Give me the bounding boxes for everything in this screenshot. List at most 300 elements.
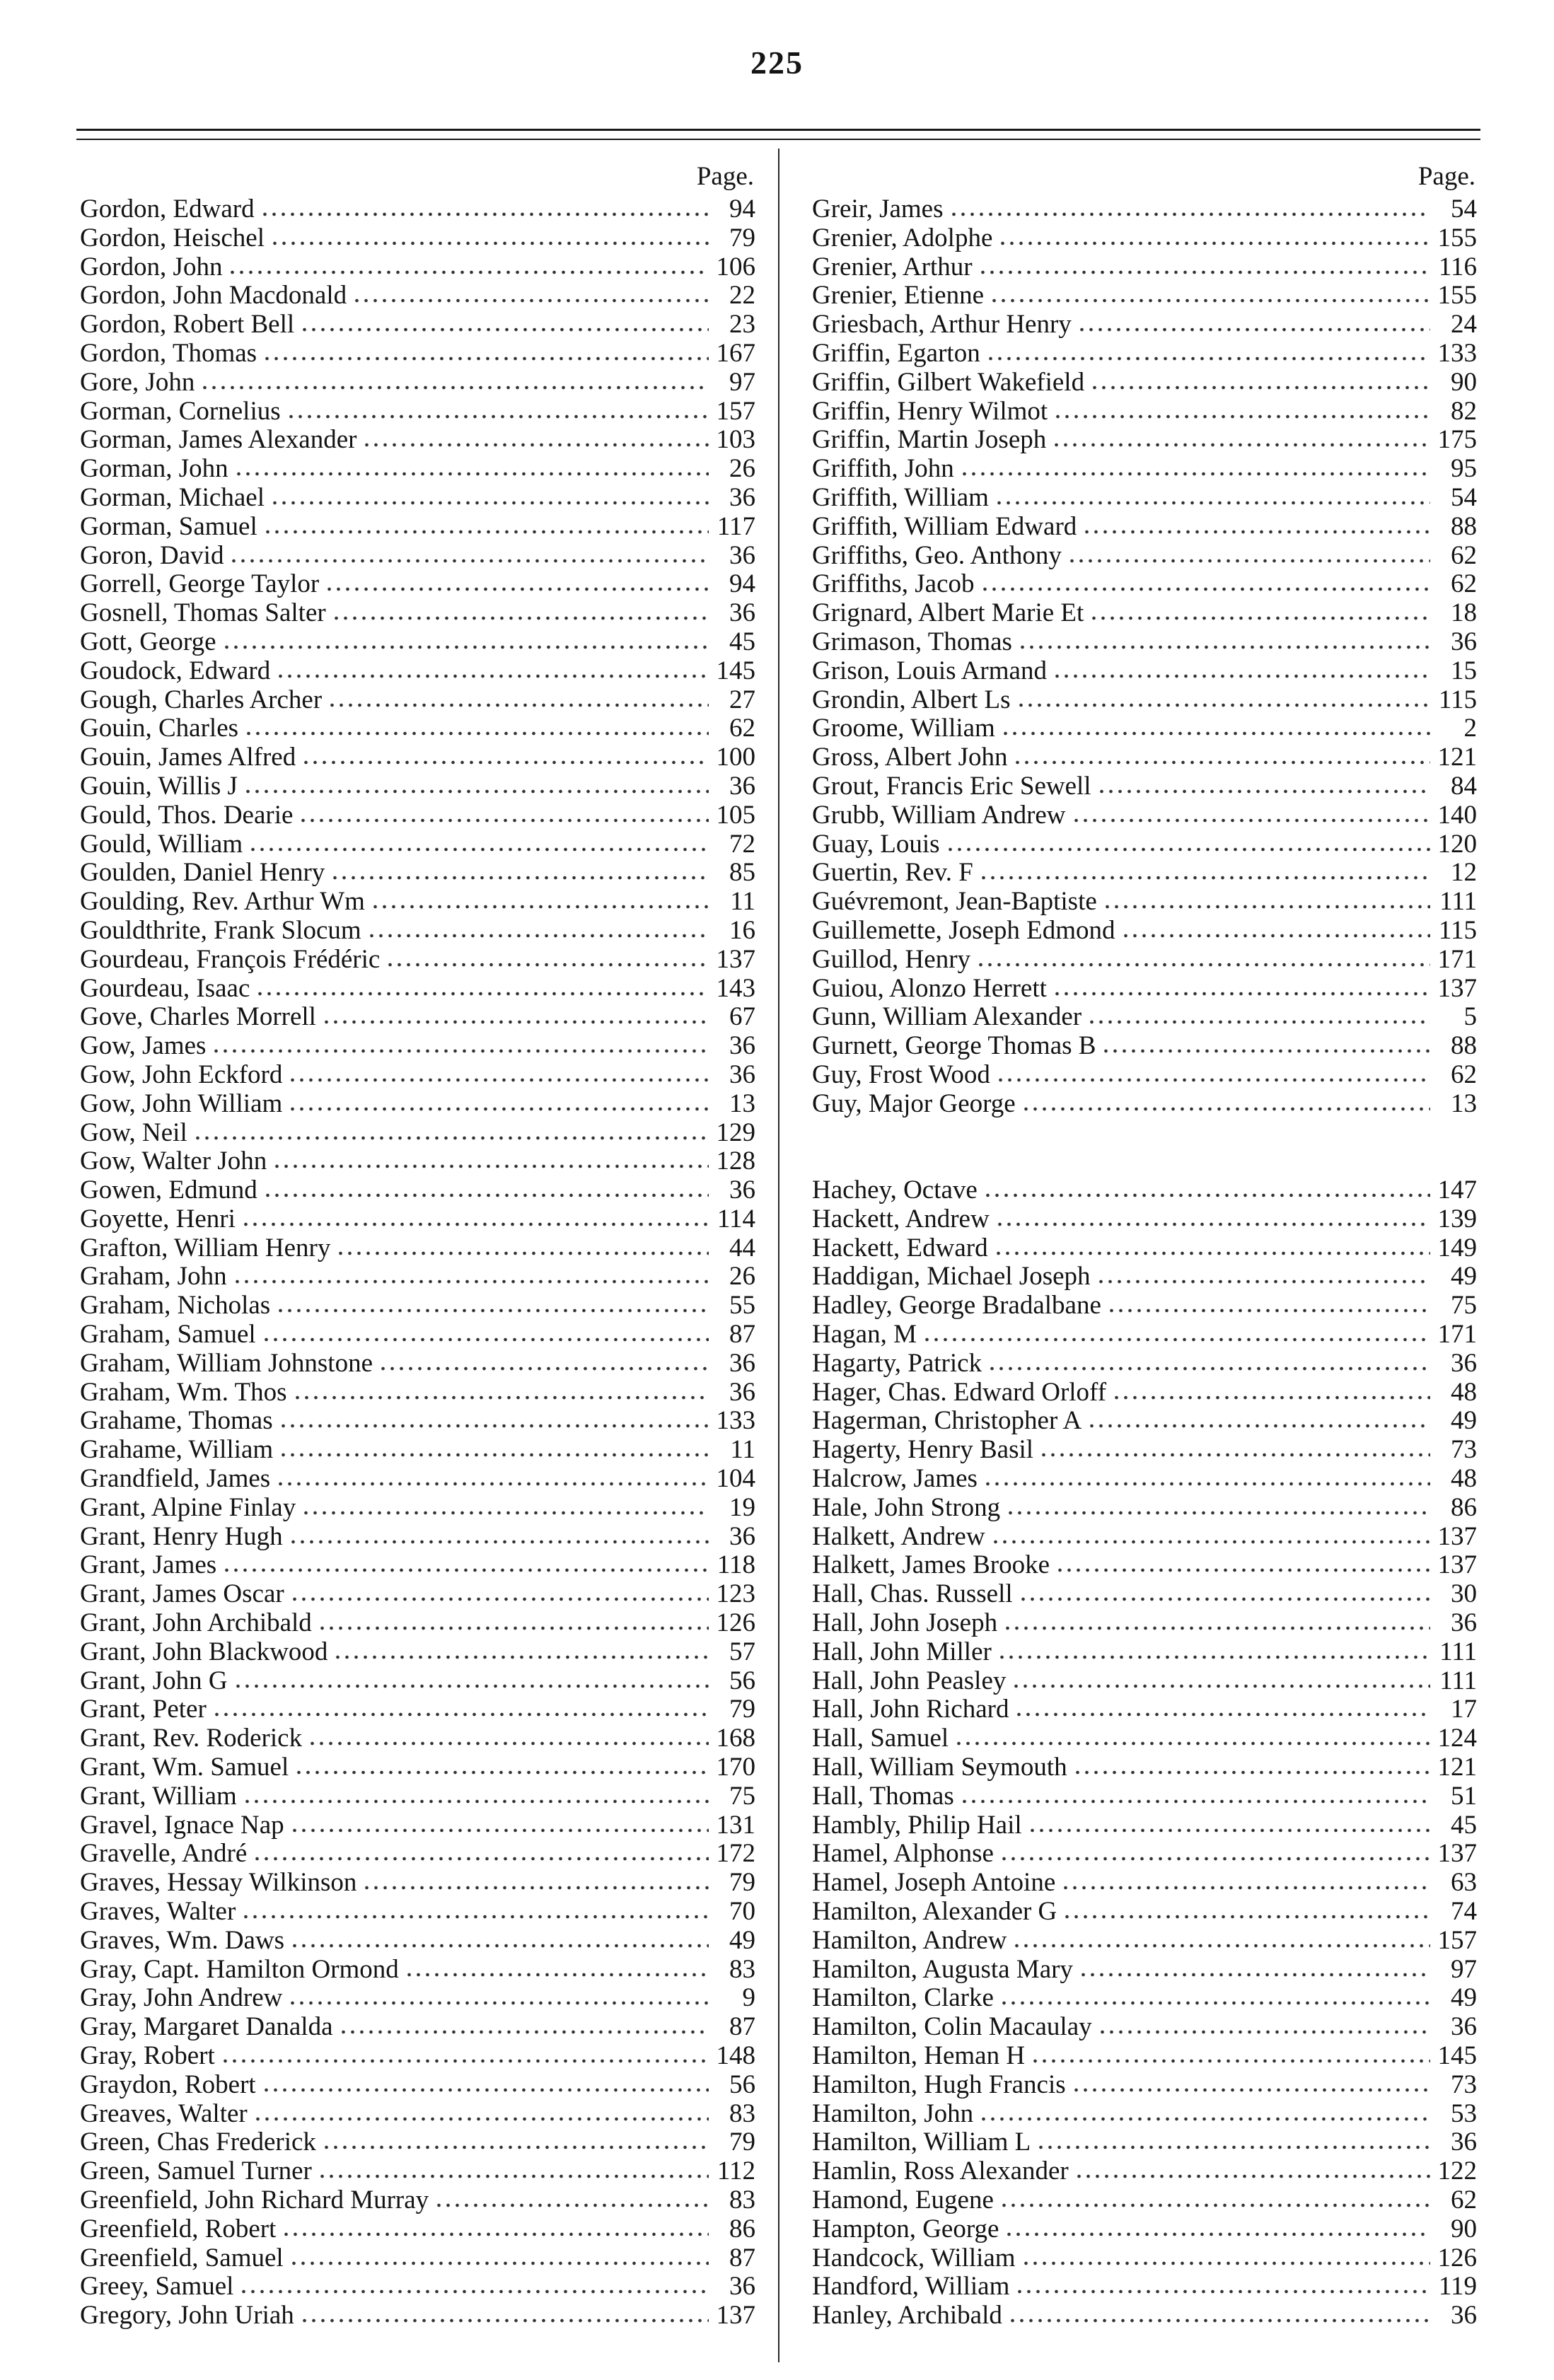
entry-page-number: 22 xyxy=(729,281,755,310)
index-entry xyxy=(812,2301,1477,2330)
entry-page-number: 112 xyxy=(717,2156,755,2186)
entry-page-number: 11 xyxy=(730,887,755,917)
index-entry xyxy=(80,542,755,571)
entry-name: Grout, Francis Eric Sewell xyxy=(812,771,1091,801)
entry-page-number: 36 xyxy=(729,1521,755,1551)
entry-page-number: 84 xyxy=(1451,771,1477,801)
entry-page-number: 119 xyxy=(1438,2272,1477,2301)
dot-leader xyxy=(1028,1812,1430,1833)
dot-leader xyxy=(1061,1869,1430,1891)
entry-page-number: 83 xyxy=(729,1954,755,1984)
entry-name: Greaves, Walter xyxy=(80,2099,248,2128)
entry-page-number: 143 xyxy=(716,973,755,1003)
index-entry xyxy=(812,2013,1477,2042)
entry-page-number: 49 xyxy=(1451,1406,1477,1436)
index-entry xyxy=(812,195,1477,224)
index-entry xyxy=(812,2215,1477,2244)
entry-name: Graydon, Robert xyxy=(80,2070,256,2099)
index-entry xyxy=(80,801,755,830)
entry-name: Guy, Frost Wood xyxy=(812,1060,990,1089)
index-entry xyxy=(812,1378,1477,1407)
entry-page-number: 62 xyxy=(1451,2185,1477,2214)
entry-page-number: 73 xyxy=(1451,1435,1477,1465)
entry-name: Gross, Albert John xyxy=(812,743,1008,772)
dot-leader xyxy=(333,1639,709,1660)
index-entry xyxy=(812,1898,1477,1927)
entry-name: Gordon, Heischel xyxy=(80,223,265,252)
entry-name: Gough, Charles Archer xyxy=(80,685,323,714)
index-entry xyxy=(812,570,1477,599)
dot-leader xyxy=(211,1033,709,1054)
index-entry xyxy=(80,657,755,686)
index-entry xyxy=(80,1523,755,1552)
entry-page-number: 124 xyxy=(1437,1724,1477,1753)
dot-leader xyxy=(1067,542,1430,564)
entry-name: Hamond, Eugene xyxy=(812,2185,994,2214)
entry-name: Hall, John Peasley xyxy=(812,1666,1007,1695)
entry-page-number: 36 xyxy=(729,540,755,570)
index-entry xyxy=(80,1147,755,1176)
entry-page-number: 56 xyxy=(729,2070,755,2099)
entry-page-number: 27 xyxy=(729,685,755,714)
dot-leader xyxy=(996,1062,1430,1083)
dot-leader xyxy=(1103,888,1430,910)
index-entry xyxy=(80,714,755,743)
entry-page-number: 97 xyxy=(729,367,755,397)
dot-leader xyxy=(1107,1292,1430,1313)
entry-page-number: 86 xyxy=(729,2214,755,2243)
entry-name: Graves, Hessay Wilkinson xyxy=(80,1868,357,1898)
index-entry xyxy=(812,2244,1477,2273)
dot-leader xyxy=(308,1725,709,1746)
index-entry xyxy=(80,570,755,599)
entry-name: Greir, James xyxy=(812,195,944,224)
entry-name: Gorrell, George Taylor xyxy=(80,569,320,599)
entry-name: Gow, Walter John xyxy=(80,1147,267,1176)
dot-leader xyxy=(980,571,1431,592)
dot-leader xyxy=(234,455,709,477)
entry-name: Griffiths, Geo. Anthony xyxy=(812,540,1062,570)
dot-leader xyxy=(262,1321,709,1342)
dot-leader xyxy=(289,2245,709,2266)
dot-leader xyxy=(1015,2273,1430,2294)
entry-page-number: 126 xyxy=(716,1608,755,1638)
dot-leader xyxy=(1090,369,1430,390)
dot-leader xyxy=(300,311,709,332)
entry-name: Grahame, Thomas xyxy=(80,1406,273,1436)
entry-page-number: 111 xyxy=(1439,1666,1477,1695)
entry-name: Greenfield, John Richard Murray xyxy=(80,2185,429,2214)
index-entry xyxy=(80,253,755,282)
dot-leader xyxy=(318,1610,709,1631)
entry-page-number: 133 xyxy=(1437,338,1477,368)
entry-name: Hampton, George xyxy=(812,2214,999,2243)
index-entry xyxy=(812,426,1477,455)
entry-name: Guay, Louis xyxy=(812,829,940,859)
entry-name: Gow, Neil xyxy=(80,1118,187,1147)
index-entry xyxy=(80,1090,755,1119)
index-entry xyxy=(812,1205,1477,1234)
entry-page-number: 63 xyxy=(1451,1868,1477,1898)
index-entry xyxy=(80,310,755,339)
index-entry xyxy=(80,1291,755,1320)
entry-page-number: 171 xyxy=(1437,944,1477,974)
index-entry xyxy=(812,310,1477,339)
dot-leader xyxy=(979,2101,1430,2122)
entry-name: Gott, George xyxy=(80,627,216,656)
dot-leader xyxy=(290,1812,709,1833)
dot-leader xyxy=(986,340,1430,361)
entry-name: Grenier, Arthur xyxy=(812,252,973,281)
index-entry xyxy=(80,1407,755,1436)
dot-leader xyxy=(995,1206,1430,1227)
entry-name: Goyette, Henri xyxy=(80,1204,236,1233)
entry-name: Griffith, William xyxy=(812,482,989,512)
dot-leader xyxy=(1008,2302,1430,2323)
entry-page-number: 86 xyxy=(1451,1492,1477,1522)
dot-leader xyxy=(1053,658,1430,679)
dot-leader xyxy=(241,1898,709,1920)
dot-leader xyxy=(243,773,709,794)
entry-name: Guévremont, Jean-Baptiste xyxy=(812,887,1097,917)
dot-leader xyxy=(1055,1552,1430,1573)
index-entry xyxy=(80,859,755,888)
dot-leader xyxy=(332,600,709,621)
index-entry xyxy=(80,2272,755,2301)
entry-page-number: 105 xyxy=(716,800,755,830)
entry-page-number: 137 xyxy=(1437,1521,1477,1551)
dot-leader xyxy=(1021,1091,1430,1112)
entry-name: Gowen, Edmund xyxy=(80,1176,257,1205)
entry-page-number: 75 xyxy=(729,1781,755,1811)
entry-name: Grant, Rev. Roderick xyxy=(80,1724,303,1753)
entry-name: Hamilton, Andrew xyxy=(812,1925,1007,1955)
dot-leader xyxy=(1121,917,1430,939)
entry-page-number: 149 xyxy=(1437,1233,1477,1262)
left-column xyxy=(80,161,755,2330)
dot-leader xyxy=(293,1379,709,1400)
entry-name: Gouldthrite, Frank Slocum xyxy=(80,915,361,945)
entry-page-number: 137 xyxy=(1437,973,1477,1003)
index-entry xyxy=(812,455,1477,484)
index-entry xyxy=(80,888,755,917)
header-rule-thin xyxy=(76,139,1480,140)
entry-page-number: 23 xyxy=(729,310,755,339)
entry-page-number: 9 xyxy=(742,1983,755,2013)
dot-leader xyxy=(322,1004,709,1025)
index-entry xyxy=(812,484,1477,513)
dot-leader xyxy=(221,2043,709,2064)
index-entry xyxy=(80,1927,755,1956)
entry-page-number: 111 xyxy=(1439,1637,1477,1666)
dot-leader xyxy=(327,687,709,708)
entry-name: Graves, Walter xyxy=(80,1897,236,1927)
entry-page-number: 95 xyxy=(1451,454,1477,484)
left-column-page-header: Page. xyxy=(696,162,754,191)
entry-name: Gorman, Michael xyxy=(80,482,265,512)
entry-name: Guiou, Alonzo Herrett xyxy=(812,973,1047,1003)
entry-page-number: 24 xyxy=(1451,310,1477,339)
entry-page-number: 36 xyxy=(729,1060,755,1089)
index-entry xyxy=(812,1436,1477,1465)
entry-page-number: 30 xyxy=(1451,1579,1477,1609)
entry-page-number: 115 xyxy=(1438,915,1477,945)
entry-page-number: 36 xyxy=(729,1348,755,1378)
entry-page-number: 148 xyxy=(716,2041,755,2070)
entry-page-number: 79 xyxy=(729,2128,755,2157)
entry-page-number: 88 xyxy=(1451,511,1477,541)
entry-name: Grant, Henry Hugh xyxy=(80,1521,283,1551)
entry-name: Gow, James xyxy=(80,1031,207,1061)
entry-name: Greenfield, Samuel xyxy=(80,2243,284,2272)
entry-page-number: 117 xyxy=(717,511,755,541)
index-entry xyxy=(812,1609,1477,1638)
entry-page-number: 155 xyxy=(1437,281,1477,310)
dot-leader xyxy=(318,2158,709,2179)
dot-leader xyxy=(301,744,709,765)
entry-name: Graves, Wm. Daws xyxy=(80,1925,285,1955)
entry-page-number: 74 xyxy=(1451,1897,1477,1927)
index-entry xyxy=(80,2128,755,2157)
dot-leader xyxy=(228,254,709,275)
entry-page-number: 87 xyxy=(729,2012,755,2042)
index-entry xyxy=(80,484,755,513)
dot-leader xyxy=(1013,744,1430,765)
dot-leader xyxy=(976,946,1430,968)
dot-leader xyxy=(325,571,709,592)
index-entry xyxy=(80,2186,755,2215)
entry-page-number: 155 xyxy=(1437,223,1477,252)
dot-leader xyxy=(290,1927,709,1949)
entry-name: Graham, Wm. Thos xyxy=(80,1377,287,1407)
index-entry xyxy=(812,2157,1477,2186)
dot-leader xyxy=(1074,2158,1430,2179)
entry-page-number: 18 xyxy=(1451,598,1477,628)
dot-leader xyxy=(262,340,709,361)
dot-leader xyxy=(1014,1696,1430,1717)
index-entry xyxy=(812,2128,1477,2157)
index-entry xyxy=(812,2272,1477,2301)
dot-leader xyxy=(1021,2245,1430,2266)
dot-leader xyxy=(978,254,1430,275)
entry-page-number: 94 xyxy=(729,569,755,599)
entry-page-number: 140 xyxy=(1437,800,1477,830)
dot-leader xyxy=(260,196,709,217)
index-entry xyxy=(80,2157,755,2186)
dot-leader xyxy=(1072,802,1430,823)
entry-page-number: 90 xyxy=(1451,367,1477,397)
dot-leader xyxy=(1087,1407,1430,1429)
entry-name: Griffiths, Jacob xyxy=(812,569,975,599)
index-entry xyxy=(812,542,1477,571)
entry-page-number: 53 xyxy=(1451,2099,1477,2128)
entry-name: Hall, Thomas xyxy=(812,1781,954,1811)
dot-leader xyxy=(290,1581,709,1602)
dot-leader xyxy=(1079,1956,1430,1978)
entry-name: Gow, John Eckford xyxy=(80,1060,283,1089)
index-entry xyxy=(80,946,755,975)
entry-name: Guillemette, Joseph Edmond xyxy=(812,915,1115,945)
entry-name: Grenier, Etienne xyxy=(812,281,985,310)
entry-name: Gurnett, George Thomas B xyxy=(812,1031,1096,1061)
dot-leader xyxy=(1112,1379,1430,1400)
entry-page-number: 5 xyxy=(1463,1002,1477,1032)
column-divider xyxy=(778,149,779,2362)
dot-leader xyxy=(222,1552,709,1573)
entry-page-number: 87 xyxy=(729,2243,755,2272)
entry-page-number: 172 xyxy=(716,1839,755,1869)
entry-name: Hackett, Andrew xyxy=(812,1204,990,1233)
entry-name: Gourdeau, François Frédéric xyxy=(80,944,381,974)
dot-leader xyxy=(1097,773,1430,794)
entry-name: Hamilton, Colin Macaulay xyxy=(812,2012,1092,2042)
entry-name: Gray, Capt. Hamilton Ormond xyxy=(80,1954,399,1984)
dot-leader xyxy=(262,2072,709,2093)
dot-leader xyxy=(276,1292,709,1313)
dot-leader xyxy=(385,946,709,968)
index-entry xyxy=(80,1695,755,1724)
entry-name: Hagerman, Christopher A xyxy=(812,1406,1082,1436)
index-entry xyxy=(812,946,1477,975)
index-entry xyxy=(812,801,1477,830)
entry-page-number: 36 xyxy=(729,1031,755,1061)
index-entry xyxy=(812,1551,1477,1580)
dot-leader xyxy=(1072,2072,1430,2093)
entry-page-number: 54 xyxy=(1451,482,1477,512)
dot-leader xyxy=(270,225,709,246)
index-entry xyxy=(812,1320,1477,1349)
index-entry xyxy=(80,1984,755,2013)
index-entry xyxy=(812,1753,1477,1782)
entry-name: Handcock, William xyxy=(812,2243,1016,2272)
entry-name: Grant, William xyxy=(80,1781,237,1811)
index-entry xyxy=(812,1003,1477,1032)
entry-name: Halcrow, James xyxy=(812,1464,978,1494)
entry-page-number: 167 xyxy=(716,338,755,368)
entry-name: Green, Samuel Turner xyxy=(80,2156,312,2186)
entry-name: Hamilton, Heman H xyxy=(812,2041,1026,2070)
entry-page-number: 116 xyxy=(1438,252,1477,281)
entry-name: Graham, William Johnstone xyxy=(80,1348,373,1378)
entry-page-number: 19 xyxy=(729,1492,755,1522)
entry-name: Grenier, Adolphe xyxy=(812,223,993,252)
dot-leader xyxy=(339,2014,709,2035)
index-entry xyxy=(812,657,1477,686)
entry-name: Gorman, James Alexander xyxy=(80,425,357,455)
entry-name: Gray, John Andrew xyxy=(80,1983,283,2013)
index-entry xyxy=(812,368,1477,397)
dot-leader xyxy=(1016,687,1430,708)
dot-leader xyxy=(362,426,709,448)
entry-page-number: 11 xyxy=(730,1435,755,1465)
index-entry xyxy=(80,2071,755,2100)
index-entry xyxy=(80,1753,755,1782)
entry-name: Griffin, Egarton xyxy=(812,338,980,368)
index-entry xyxy=(812,281,1477,310)
dot-leader xyxy=(241,1206,709,1227)
dot-leader xyxy=(288,1985,709,2006)
entry-name: Gosnell, Thomas Salter xyxy=(80,598,326,628)
dot-leader xyxy=(994,1235,1430,1256)
entry-name: Gray, Robert xyxy=(80,2041,215,2070)
entry-page-number: 36 xyxy=(1451,1608,1477,1638)
index-entry xyxy=(80,513,755,542)
dot-leader xyxy=(239,2273,709,2294)
index-entry xyxy=(812,2071,1477,2100)
entry-name: Hackett, Edward xyxy=(812,1233,988,1262)
entry-page-number: 147 xyxy=(1437,1176,1477,1205)
section-gap xyxy=(812,1119,1477,1177)
index-entry xyxy=(80,1262,755,1291)
entry-page-number: 13 xyxy=(729,1089,755,1118)
dot-leader xyxy=(282,2216,709,2237)
entry-name: Halkett, James Brooke xyxy=(812,1550,1050,1580)
entry-page-number: 121 xyxy=(1437,743,1477,772)
entry-page-number: 129 xyxy=(716,1118,755,1147)
entry-page-number: 26 xyxy=(729,454,755,484)
entry-name: Gouin, Charles xyxy=(80,714,239,743)
entry-name: Gravel, Ignace Nap xyxy=(80,1810,284,1840)
entry-name: Grandfield, James xyxy=(80,1464,271,1494)
dot-leader xyxy=(922,1321,1430,1342)
dot-leader xyxy=(405,1956,709,1978)
index-entry xyxy=(812,2100,1477,2129)
dot-leader xyxy=(255,975,709,997)
index-entry xyxy=(80,455,755,484)
entry-name: Hall, Samuel xyxy=(812,1724,949,1753)
entry-name: Hagerty, Henry Basil xyxy=(812,1435,1034,1465)
entry-page-number: 54 xyxy=(1451,195,1477,224)
entry-page-number: 67 xyxy=(729,1002,755,1032)
dot-leader xyxy=(200,369,709,390)
entry-name: Hanley, Archibald xyxy=(812,2301,1002,2330)
index-entry xyxy=(80,1869,755,1898)
entry-page-number: 118 xyxy=(717,1550,755,1580)
entry-name: Grimason, Thomas xyxy=(812,627,1012,656)
entry-name: Goulden, Daniel Henry xyxy=(80,858,325,888)
dot-leader xyxy=(300,2302,709,2323)
entry-name: Grant, John Archibald xyxy=(80,1608,312,1638)
entry-page-number: 36 xyxy=(1451,2012,1477,2042)
entry-page-number: 36 xyxy=(1451,2128,1477,2157)
index-entry xyxy=(80,426,755,455)
entry-name: Green, Chas Frederick xyxy=(80,2128,316,2157)
dot-leader xyxy=(289,1523,709,1545)
header-rule-thick xyxy=(76,129,1480,131)
dot-leader xyxy=(222,629,709,650)
entry-page-number: 170 xyxy=(716,1753,755,1782)
dot-leader xyxy=(193,1120,709,1141)
index-entry xyxy=(80,1378,755,1407)
entry-page-number: 26 xyxy=(729,1262,755,1291)
index-entry xyxy=(812,1494,1477,1523)
entry-name: Graham, Samuel xyxy=(80,1320,256,1349)
index-entry xyxy=(812,1956,1477,1985)
entry-name: Grahame, William xyxy=(80,1435,274,1465)
index-entry xyxy=(80,1032,755,1061)
index-entry xyxy=(812,1061,1477,1090)
dot-leader xyxy=(1053,975,1430,997)
dot-leader xyxy=(979,859,1430,881)
index-entry xyxy=(812,599,1477,628)
index-entry xyxy=(812,1262,1477,1291)
entry-name: Gunn, William Alexander xyxy=(812,1002,1082,1032)
right-column xyxy=(812,161,1477,2330)
index-entry xyxy=(812,1523,1477,1552)
entry-page-number: 82 xyxy=(1451,396,1477,426)
dot-leader xyxy=(253,2101,709,2122)
entry-page-number: 157 xyxy=(1437,1925,1477,1955)
